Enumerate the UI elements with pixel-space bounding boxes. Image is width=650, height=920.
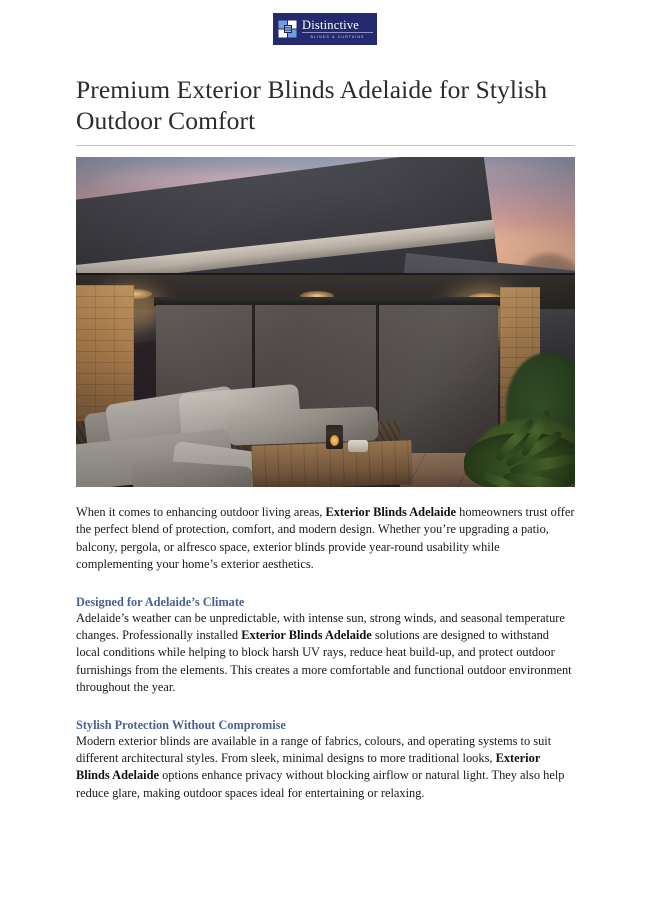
title-divider	[76, 145, 575, 146]
brand-logo[interactable]	[273, 13, 377, 45]
brand-tagline: BLINDS & CURTAINS	[310, 34, 365, 39]
photo-vignette	[76, 157, 575, 487]
article-body	[76, 504, 575, 802]
keyphrase: Exterior Blinds Adelaide	[76, 751, 541, 783]
logo-header	[0, 0, 650, 45]
text-run: When it comes to enhancing outdoor living areas,	[76, 505, 326, 519]
hero-photo	[76, 157, 575, 487]
document-page	[0, 74, 650, 802]
text-run: solutions are designed to withstand local conditions while helping to block harsh UV rays, reduce heat build-up, and protect outdoor furnishings from the elements. This creates a more comfortable and functional outdoor environment throughout the year.	[76, 628, 572, 695]
section-heading-style: Stylish Protection Without Compromise	[76, 717, 286, 732]
text-run: Adelaide’s weather can be unpredictable, with intense sun, strong winds, and seasonal temperature changes. Professionally installed	[76, 610, 565, 643]
climate-paragraph	[76, 610, 575, 697]
intro-paragraph	[76, 504, 575, 574]
brand-name: Distinctive	[302, 19, 373, 33]
page-title: Premium Exterior Blinds Adelaide for Stylish Outdoor Comfort	[76, 75, 548, 135]
keyphrase: Exterior Blinds Adelaide	[241, 628, 372, 643]
keyphrase: Exterior Blinds Adelaide	[325, 505, 457, 519]
text-run: Modern exterior blinds are available in a range of fabrics, colours, and operating systems to suit different architectural styles. From sleek, minimal designs to more traditional looks,	[76, 733, 552, 766]
style-paragraph	[76, 733, 575, 803]
text-run: homeowners trust offer the perfect blend of protection, comfort, and modern design. Whether you’re upgrading a patio, balcony, pergola, or alfresco space, exterior blinds provide year-round usability while complementing your home’s exterior aesthetics.	[76, 505, 575, 572]
text-run: options enhance privacy without blocking airflow or natural light. They also help reduce glare, making outdoor spaces ideal for entertaining or relaxing.	[76, 768, 565, 800]
section-heading-climate: Designed for Adelaide’s Climate	[76, 594, 245, 609]
blind-slats-square-icon	[277, 19, 299, 40]
